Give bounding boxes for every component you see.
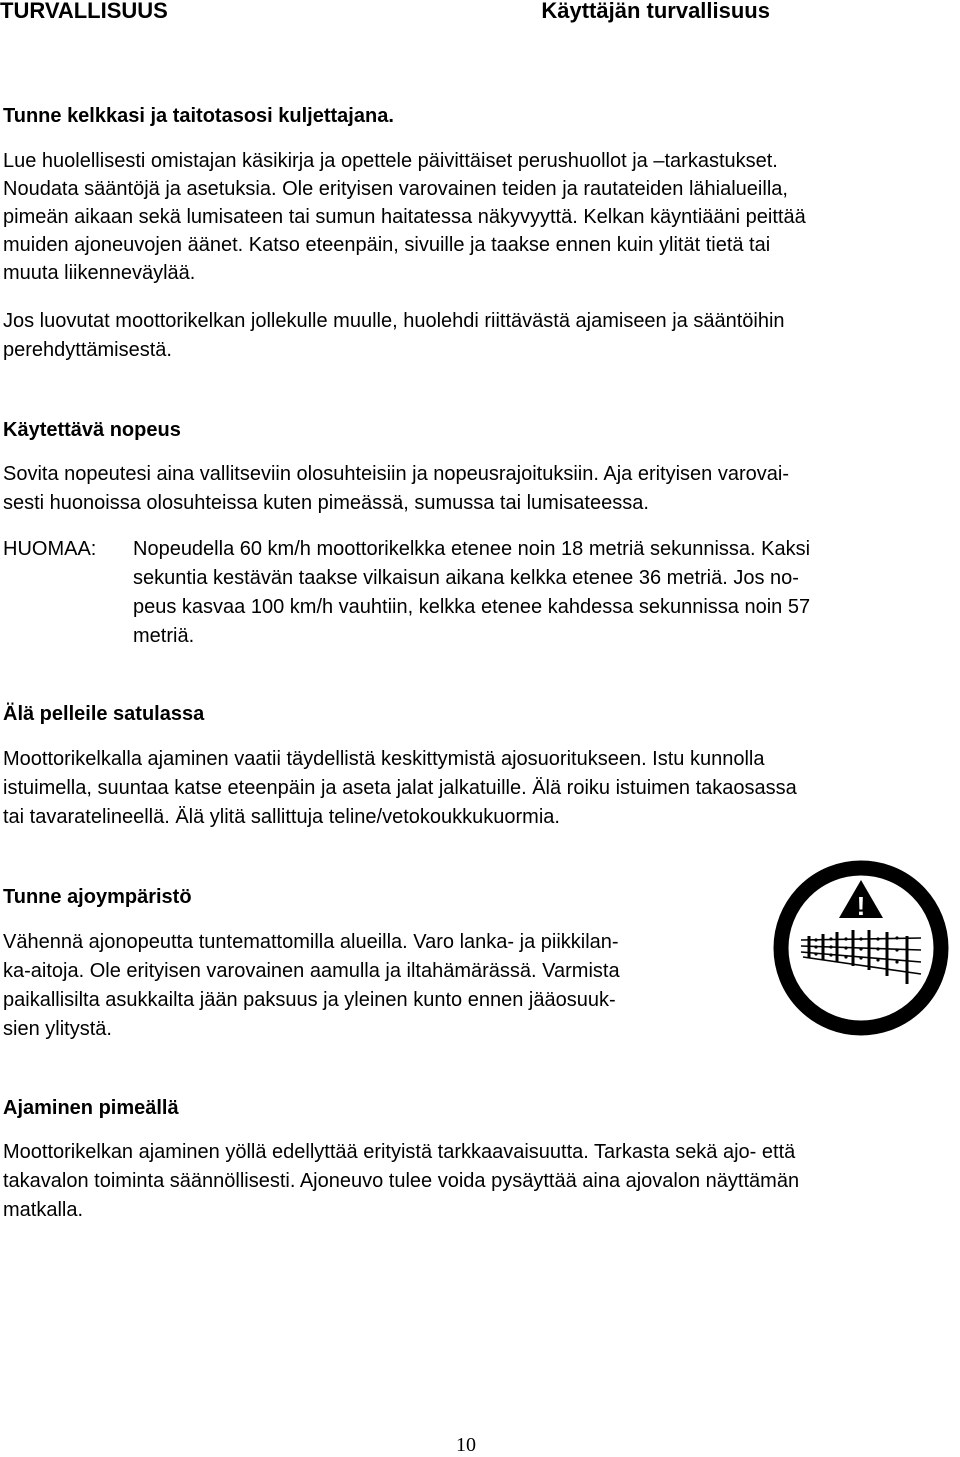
text-line: pimeän aikaan sekä lumisateen tai sumun haitatessa näkyvyyttä. Kelkan käyntiääni peittää xyxy=(3,206,806,228)
text-line: peus kasvaa 100 km/h vauhtiin, kelkka etenee kahdessa sekunnissa noin 57 xyxy=(133,596,811,618)
paragraph-speed xyxy=(3,460,948,518)
text-line: Jos luovutat moottorikelkan jollekulle muulle, huolehdi riittävästä ajamiseen ja sääntöihin xyxy=(3,310,785,332)
paragraph-night-driving xyxy=(3,1138,948,1225)
heading-night-driving: Ajaminen pimeällä xyxy=(3,1097,179,1119)
text-line: Noudata sääntöjä ja asetuksia. Ole erityisen varovainen teiden ja rautateiden lähialueilla, xyxy=(3,178,788,200)
text-line: perehdyttämisestä. xyxy=(3,339,172,361)
text-line: paikallisilta asukkailta jään paksuus ja yleinen kunto ennen jääosuuk- xyxy=(3,989,616,1011)
paragraph-no-horseplay xyxy=(3,745,948,832)
heading-environment: Tunne ajoympäristö xyxy=(3,886,192,908)
text-line: istuimella, suuntaa katse eteenpäin ja aseta jalat jalkatuille. Älä roiku istuimen takaosassa xyxy=(3,777,797,799)
text-line: sekuntia kestävän taakse vilkaisun aikana kelkka etenee 36 metriä. Jos no- xyxy=(133,567,799,589)
text-line: ka-aitoja. Ole erityisen varovainen aamulla ja iltahämärässä. Varmista xyxy=(3,960,620,982)
text-line: Nopeudella 60 km/h moottorikelkka etenee noin 18 metriä sekunnissa. Kaksi xyxy=(133,538,811,560)
text-line: muuta liikenneväylää. xyxy=(3,262,196,284)
text-line: Sovita nopeutesi aina vallitseviin olosuhteisiin ja nopeusrajoituksiin. Aja erityisen varovai- xyxy=(3,463,789,485)
text-line: Lue huolellisesti omistajan käsikirja ja opettele päivittäiset perushuollot ja –tarkastukset. xyxy=(3,150,778,172)
text-line: tai tavaratelineellä. Älä ylitä sallittuja teline/vetokoukkukuormia. xyxy=(3,806,560,828)
paragraph-environment xyxy=(3,928,763,1044)
note-label: HUOMAA: xyxy=(3,538,97,560)
fence-warning-icon xyxy=(771,858,951,1038)
text-line: sesti huonoissa olosuhteissa kuten pimeässä, sumussa tai lumisateessa. xyxy=(3,492,649,514)
heading-speed: Käytettävä nopeus xyxy=(3,419,181,441)
heading-no-horseplay: Älä pelleile satulassa xyxy=(3,703,205,725)
text-line: takavalon toiminta säännöllisesti. Ajoneuvo tulee voida pysäyttää aina ajovalon näyttämän xyxy=(3,1170,800,1192)
note-text xyxy=(133,535,948,651)
page-number: 10 xyxy=(456,1434,476,1456)
text-line: muiden ajoneuvojen äänet. Katso eteenpäin, sivuille ja taakse ennen kuin ylität tietä tai xyxy=(3,234,771,256)
header-section-title: TURVALLISUUS xyxy=(0,0,168,23)
text-line: Moottorikelkalla ajaminen vaatii täydellistä keskittymistä ajosuoritukseen. Istu kunnolla xyxy=(3,748,765,770)
paragraph-know-your-sled xyxy=(3,147,948,287)
paragraph-lending xyxy=(3,307,948,365)
header-page-topic: Käyttäjän turvallisuus xyxy=(541,0,770,23)
warning-exclamation-icon: ! xyxy=(856,891,866,921)
text-line: Vähennä ajonopeutta tuntemattomilla alueilla. Varo lanka- ja piikkilan- xyxy=(3,931,619,953)
text-line: Moottorikelkan ajaminen yöllä edellyttää erityistä tarkkaavaisuutta. Tarkasta sekä ajo- että xyxy=(3,1141,796,1163)
text-line: metriä. xyxy=(133,625,195,647)
text-line: matkalla. xyxy=(3,1199,84,1221)
text-line: sien ylitystä. xyxy=(3,1018,112,1040)
heading-know-your-sled: Tunne kelkkasi ja taitotasosi kuljettajana. xyxy=(3,105,394,127)
